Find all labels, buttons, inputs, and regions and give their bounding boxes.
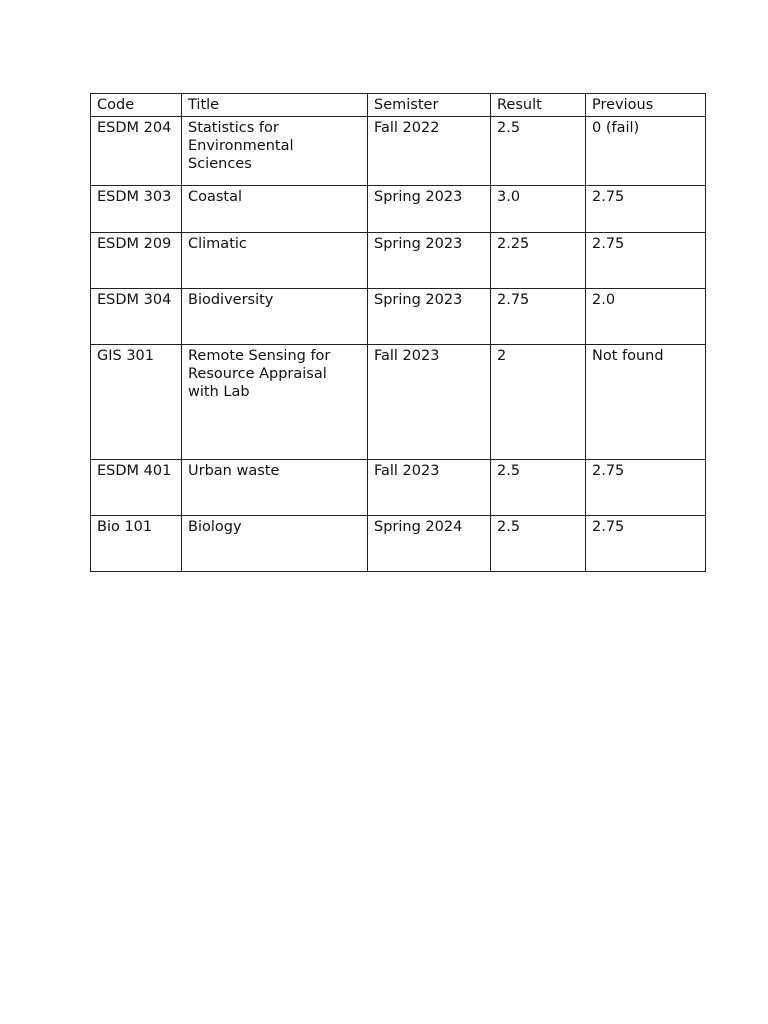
cell-title: Urban waste — [182, 460, 368, 516]
cell-title: Biodiversity — [182, 289, 368, 345]
table-row — [91, 186, 706, 233]
header-previous: Previous — [586, 94, 706, 117]
cell-result: 2.75 — [491, 289, 586, 345]
table-row — [91, 345, 706, 460]
table-row — [91, 460, 706, 516]
header-title: Title — [182, 94, 368, 117]
header-code: Code — [91, 94, 182, 117]
border-gap — [374, 460, 452, 463]
cell-result: 2.5 — [491, 460, 586, 516]
cell-code: ESDM 401 — [91, 460, 182, 516]
cell-title: Coastal — [182, 186, 368, 233]
cell-code: GIS 301 — [91, 345, 182, 460]
cell-result: 2.25 — [491, 233, 586, 289]
cell-result: 2.5 — [491, 117, 586, 186]
cell-code: ESDM 209 — [91, 233, 182, 289]
cell-semester: Fall 2022 — [368, 117, 491, 186]
cell-previous: 2.75 — [586, 460, 706, 516]
cell-previous: 2.75 — [586, 186, 706, 233]
cell-code: ESDM 304 — [91, 289, 182, 345]
table-row — [91, 289, 706, 345]
cell-previous: 2.75 — [586, 516, 706, 572]
cell-semester-text: Fall 2023 — [374, 463, 440, 479]
cell-previous: 0 (fail) — [586, 117, 706, 186]
cell-title: Statistics for Environmental Sciences — [182, 117, 368, 186]
table-row — [91, 516, 706, 572]
cell-result: 2 — [491, 345, 586, 460]
cell-title: Climatic — [182, 233, 368, 289]
cell-title: Biology — [182, 516, 368, 572]
cell-result: 3.0 — [491, 186, 586, 233]
table-row — [91, 117, 706, 186]
cell-code: Bio 101 — [91, 516, 182, 572]
cell-semester: Spring 2023 — [368, 186, 491, 233]
cell-title: Remote Sensing for Resource Appraisal with Lab — [182, 345, 368, 460]
header-result: Result — [491, 94, 586, 117]
cell-previous: 2.75 — [586, 233, 706, 289]
cell-semester: Spring 2023 — [368, 233, 491, 289]
table-row — [91, 233, 706, 289]
table-header-row — [91, 94, 706, 117]
cell-result: 2.5 — [491, 516, 586, 572]
course-results-table — [90, 93, 706, 572]
cell-previous: Not found — [586, 345, 706, 460]
cell-code: ESDM 204 — [91, 117, 182, 186]
cell-code: ESDM 303 — [91, 186, 182, 233]
cell-semester: Fall 2023 — [368, 345, 491, 460]
cell-previous: 2.0 — [586, 289, 706, 345]
header-semester: Semister — [368, 94, 491, 117]
cell-semester: Spring 2024 — [368, 516, 491, 572]
cell-semester — [368, 460, 491, 516]
cell-semester: Spring 2023 — [368, 289, 491, 345]
